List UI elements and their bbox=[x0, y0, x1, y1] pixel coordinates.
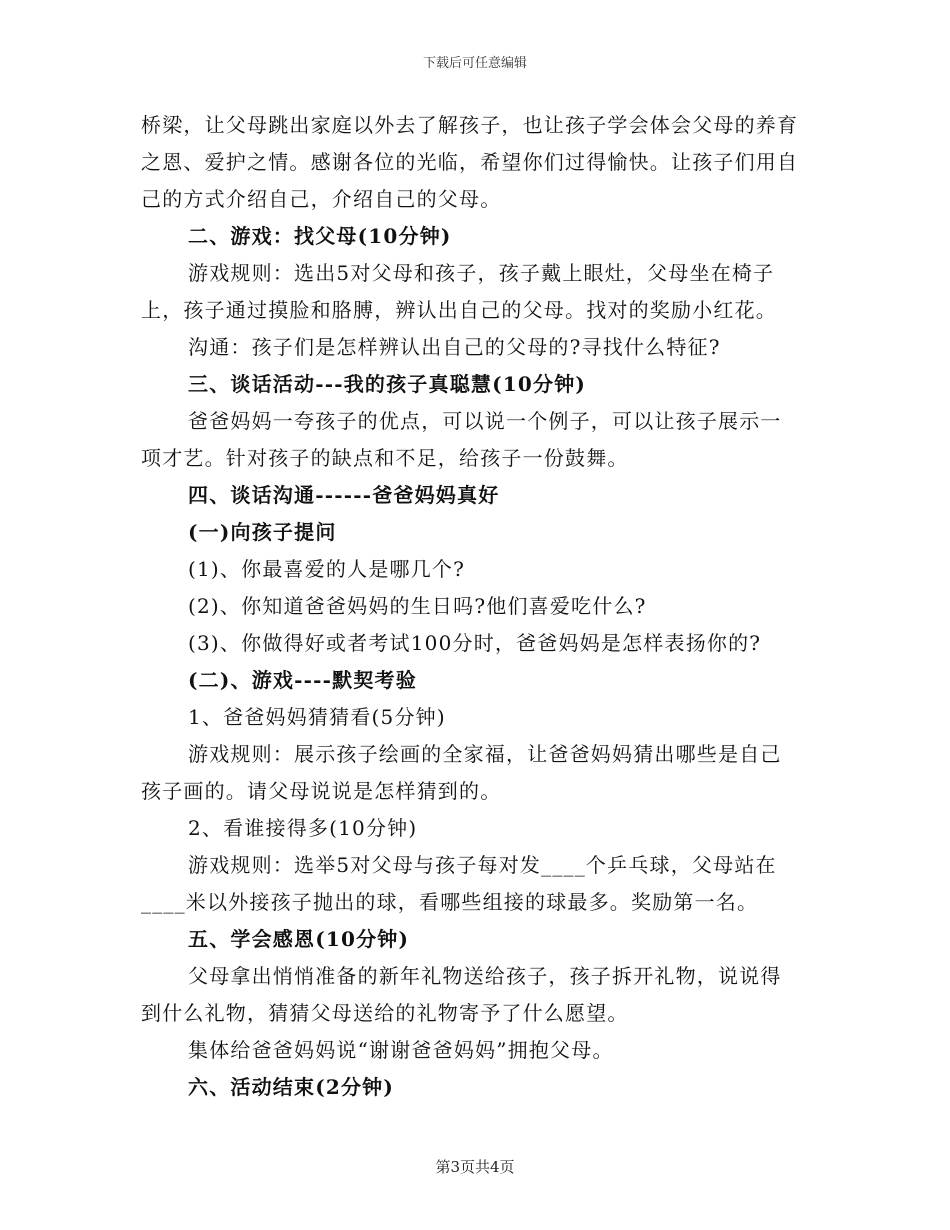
page-footer: 第3页共4页 bbox=[435, 1158, 515, 1176]
paragraph-game-rules-2: 游戏规则：展示孩子绘画的全家福，让爸爸妈妈猜出哪些是自己孩子画的。请父母说说是怎样猜到的。 bbox=[141, 742, 782, 803]
paragraph-intro-continued: 桥梁，让父母跳出家庭以外去了解孩子，也让孩子学会体会父母的养育之恩、爱护之情。感谢各位的光临，希望你们过得愉快。让孩子们用自己的方式介绍自己，介绍自己的父母。 bbox=[141, 113, 799, 211]
paragraph-game-rules-3: 游戏规则：选举5对父母与孩子每对发____个乒乓球，父母站在____米以外接孩子抛出的球，看哪些组接的球最多。奖励第一名。 bbox=[141, 853, 777, 914]
subsection-heading-1: (一)向孩子提问 bbox=[188, 520, 337, 544]
game-item-1: 1、爸爸妈妈猜猜看(5分钟) bbox=[188, 705, 446, 729]
section-heading-5: 五、学会感恩(10分钟) bbox=[188, 927, 410, 951]
paragraph-thanks: 集体给爸爸妈妈说“谢谢爸爸妈妈”拥抱父母。 bbox=[188, 1038, 614, 1062]
section-heading-4: 四、谈话沟通------爸爸妈妈真好 bbox=[188, 483, 500, 507]
paragraph-game-rules-1: 游戏规则：选出5对父母和孩子，孩子戴上眼灶，父母坐在椅子上，孩子通过摸脸和胳膊，辨认出自己的父母。找对的奖励小红花。 bbox=[141, 261, 777, 322]
page-header: 下载后可任意编辑 bbox=[422, 56, 527, 71]
section-heading-6: 六、活动结束(2分钟) bbox=[188, 1075, 395, 1099]
document-body bbox=[141, 107, 801, 1106]
question-item-3: (3)、你做得好或者考试100分时，爸爸妈妈是怎样表扬你的? bbox=[188, 631, 762, 655]
question-item-1: (1)、你最喜爱的人是哪几个? bbox=[188, 557, 466, 581]
game-item-2: 2、看谁接得多(10分钟) bbox=[188, 816, 418, 840]
section-heading-2: 二、游戏：找父母(10分钟) bbox=[188, 224, 452, 248]
paragraph-communication: 沟通：孩子们是怎样辨认出自己的父母的?寻找什么特征? bbox=[188, 335, 721, 359]
paragraph-praise-child: 爸爸妈妈一夸孩子的优点，可以说一个例子，可以让孩子展示一项才艺。针对孩子的缺点和不足，给孩子一份鼓舞。 bbox=[141, 409, 782, 470]
subsection-heading-2: (二)、游戏----默契考验 bbox=[188, 668, 417, 692]
question-item-2: (2)、你知道爸爸妈妈的生日吗?他们喜爱吃什么? bbox=[188, 594, 647, 618]
paragraph-gifts: 父母拿出悄悄准备的新年礼物送给孩子，孩子拆开礼物，说说得到什么礼物，猜猜父母送给的礼物寄予了什么愿望。 bbox=[141, 964, 782, 1025]
section-heading-3: 三、谈话活动---我的孩子真聪慧(10分钟) bbox=[188, 372, 587, 396]
